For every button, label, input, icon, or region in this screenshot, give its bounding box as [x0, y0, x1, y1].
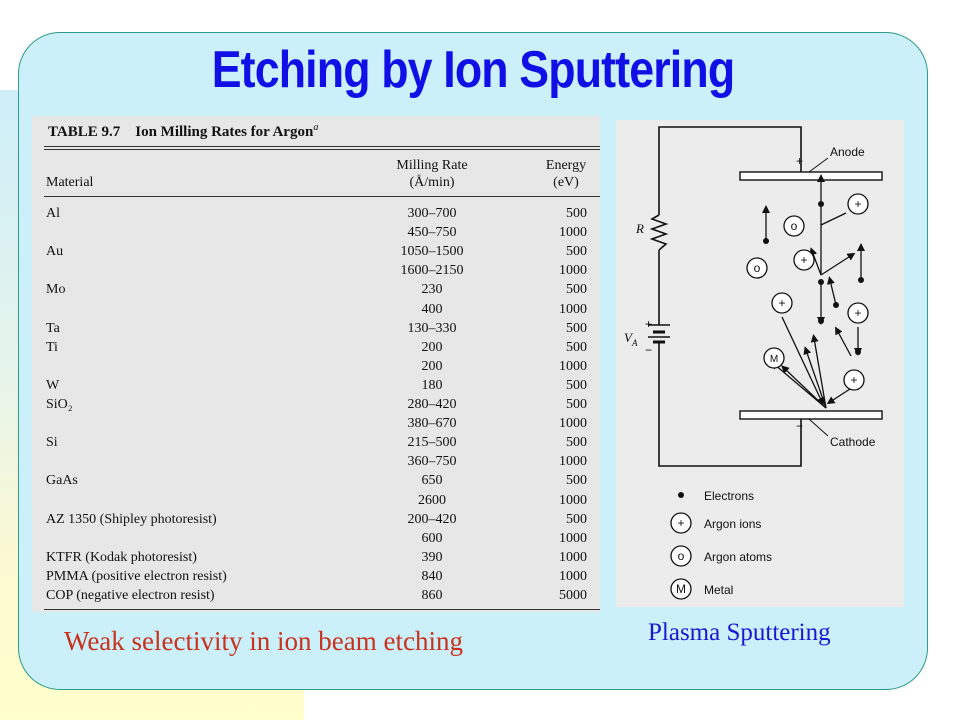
- row-material: Si: [46, 435, 58, 451]
- cathode-minus: −: [796, 419, 804, 433]
- table-caption: [48, 122, 318, 141]
- legend-ion-symbol: +: [677, 516, 685, 530]
- header-rate-line1: Milling Rate: [396, 158, 468, 173]
- table-title: Ion Milling Rates for Argon: [135, 124, 314, 140]
- row-energy: 500: [566, 206, 587, 221]
- table-row: [32, 243, 600, 261]
- header-material: Material: [46, 175, 94, 190]
- row-rate: 840: [421, 568, 443, 584]
- table-number: TABLE 9.7: [48, 124, 121, 140]
- row-energy: 1000: [559, 358, 587, 374]
- table-row: [32, 396, 600, 414]
- legend-metal-symbol: M: [676, 582, 686, 596]
- header-rate-line2: (Å/min): [409, 175, 455, 190]
- row-rate: 600: [421, 530, 443, 546]
- anode-plus: +: [796, 154, 804, 168]
- table-row: [32, 262, 600, 280]
- row-energy: 500: [566, 282, 587, 298]
- anode-plate: [740, 172, 882, 180]
- caption-plasma-sputtering: Plasma Sputtering: [648, 619, 831, 646]
- row-rate: 215–500: [407, 435, 457, 451]
- row-energy: 1000: [559, 301, 587, 317]
- anode-label: Anode: [830, 145, 865, 159]
- battery-minus: −: [645, 343, 653, 357]
- legend-argon-ions: Argon ions: [704, 517, 762, 531]
- caption-weak-selectivity: Weak selectivity in ion beam etching: [64, 626, 463, 656]
- row-rate: 1600–2150: [400, 263, 464, 279]
- legend-atom-symbol: o: [677, 549, 685, 563]
- electrons: [763, 201, 864, 355]
- row-material: Ta: [46, 320, 60, 336]
- resistor-label: R: [636, 221, 644, 236]
- table-row: [32, 224, 600, 242]
- row-energy: 1000: [559, 416, 587, 432]
- row-energy: 1000: [559, 492, 587, 508]
- row-energy: 500: [566, 244, 587, 260]
- resistor-symbol: [652, 215, 666, 250]
- row-material: AZ 1350 (Shipley photoresist): [46, 511, 217, 527]
- row-energy: 1000: [559, 263, 587, 279]
- row-material: SiO₂: [46, 397, 73, 412]
- row-rate: 650: [421, 473, 443, 489]
- row-energy: 500: [566, 397, 587, 412]
- row-material: Al: [46, 206, 60, 221]
- row-energy: 1000: [559, 549, 587, 565]
- row-material: W: [46, 377, 60, 393]
- legend-electrons: Electrons: [704, 489, 755, 503]
- table-row: [32, 358, 600, 376]
- legend-electron-icon: [678, 492, 684, 498]
- row-energy: 1000: [559, 530, 587, 546]
- row-rate: 130–330: [407, 320, 457, 336]
- svg-text:+: +: [800, 253, 808, 267]
- row-energy: 1000: [559, 454, 587, 470]
- header-energy-line1: Energy: [545, 158, 587, 173]
- header-energy: [532, 157, 600, 191]
- row-rate: 450–750: [407, 225, 457, 241]
- row-energy: 1000: [559, 225, 587, 241]
- row-material: Ti: [46, 339, 58, 355]
- row-rate: 860: [421, 588, 443, 603]
- anode-leader: [809, 158, 828, 172]
- table-header-rule: [44, 196, 600, 197]
- svg-text:+: +: [850, 373, 858, 387]
- table-top-rule: [44, 146, 600, 147]
- cathode-label: Cathode: [830, 435, 876, 449]
- row-material: Au: [46, 244, 64, 260]
- row-rate: 2600: [418, 492, 446, 508]
- legend-metal: Metal: [704, 583, 734, 597]
- row-energy: 500: [566, 473, 587, 489]
- row-energy: 1000: [559, 568, 587, 584]
- row-rate: 300–700: [407, 206, 457, 221]
- table-row: [32, 587, 600, 605]
- row-energy: 500: [566, 377, 587, 393]
- table-row: [32, 301, 600, 319]
- cathode-plate: [740, 411, 882, 419]
- svg-text:+: +: [778, 296, 786, 310]
- row-energy: 5000: [559, 588, 587, 603]
- cathode-leader: [809, 419, 828, 436]
- row-rate: 200: [421, 358, 443, 374]
- table-row: [32, 339, 600, 357]
- table-bottom-rule: [44, 609, 600, 610]
- voltage-label: $V_A$: [624, 330, 638, 348]
- table-row: [32, 205, 600, 223]
- table-row: [32, 568, 600, 586]
- battery-plus: +: [645, 317, 653, 331]
- row-material: KTFR (Kodak photoresist): [46, 549, 197, 565]
- table-row: [32, 281, 600, 299]
- row-rate: 280–420: [407, 397, 457, 412]
- row-rate: 360–750: [407, 454, 457, 470]
- table-row: [32, 530, 600, 548]
- row-material: Mo: [46, 282, 66, 298]
- milling-rates-table: [32, 116, 600, 612]
- row-energy: 500: [566, 320, 587, 336]
- table-row: [32, 320, 600, 338]
- row-rate: 230: [421, 282, 443, 298]
- row-rate: 1050–1500: [400, 244, 464, 260]
- row-energy: 500: [566, 511, 587, 527]
- row-material: PMMA (positive electron resist): [46, 568, 227, 584]
- table-row: [32, 434, 600, 452]
- table-title-superscript: a: [313, 122, 319, 133]
- svg-text:o: o: [753, 261, 761, 275]
- table-row: [32, 472, 600, 490]
- table-row: [32, 453, 600, 471]
- table-row: [32, 492, 600, 510]
- row-energy: 500: [566, 435, 587, 451]
- legend: [671, 489, 772, 599]
- sputtering-diagram-svg: [616, 120, 904, 607]
- slide-title: Etching by Ion Sputtering: [211, 41, 735, 99]
- table-row: [32, 549, 600, 567]
- row-energy: 500: [566, 339, 587, 355]
- header-rate: [352, 157, 512, 191]
- row-rate: 180: [421, 377, 443, 393]
- row-rate: 400: [421, 301, 443, 317]
- svg-text:M: M: [769, 354, 779, 365]
- row-rate: 200: [421, 339, 443, 355]
- svg-text:+: +: [854, 197, 862, 211]
- row-rate: 200–420: [407, 511, 457, 527]
- row-material: GaAs: [46, 473, 78, 489]
- table-row: [32, 377, 600, 395]
- legend-argon-atoms: Argon atoms: [704, 550, 773, 564]
- row-rate: 380–670: [407, 416, 457, 432]
- particles: [747, 194, 868, 390]
- header-energy-line2: (eV): [553, 175, 579, 190]
- row-material: COP (negative electron resist): [46, 588, 215, 603]
- row-rate: 390: [421, 549, 443, 565]
- table-top-rule-2: [44, 149, 600, 150]
- sputtering-diagram: [616, 120, 904, 607]
- svg-text:+: +: [854, 306, 862, 320]
- particle-symbols: [754, 197, 862, 387]
- table-row: [32, 415, 600, 433]
- svg-text:o: o: [790, 219, 798, 233]
- table-row: [32, 511, 600, 529]
